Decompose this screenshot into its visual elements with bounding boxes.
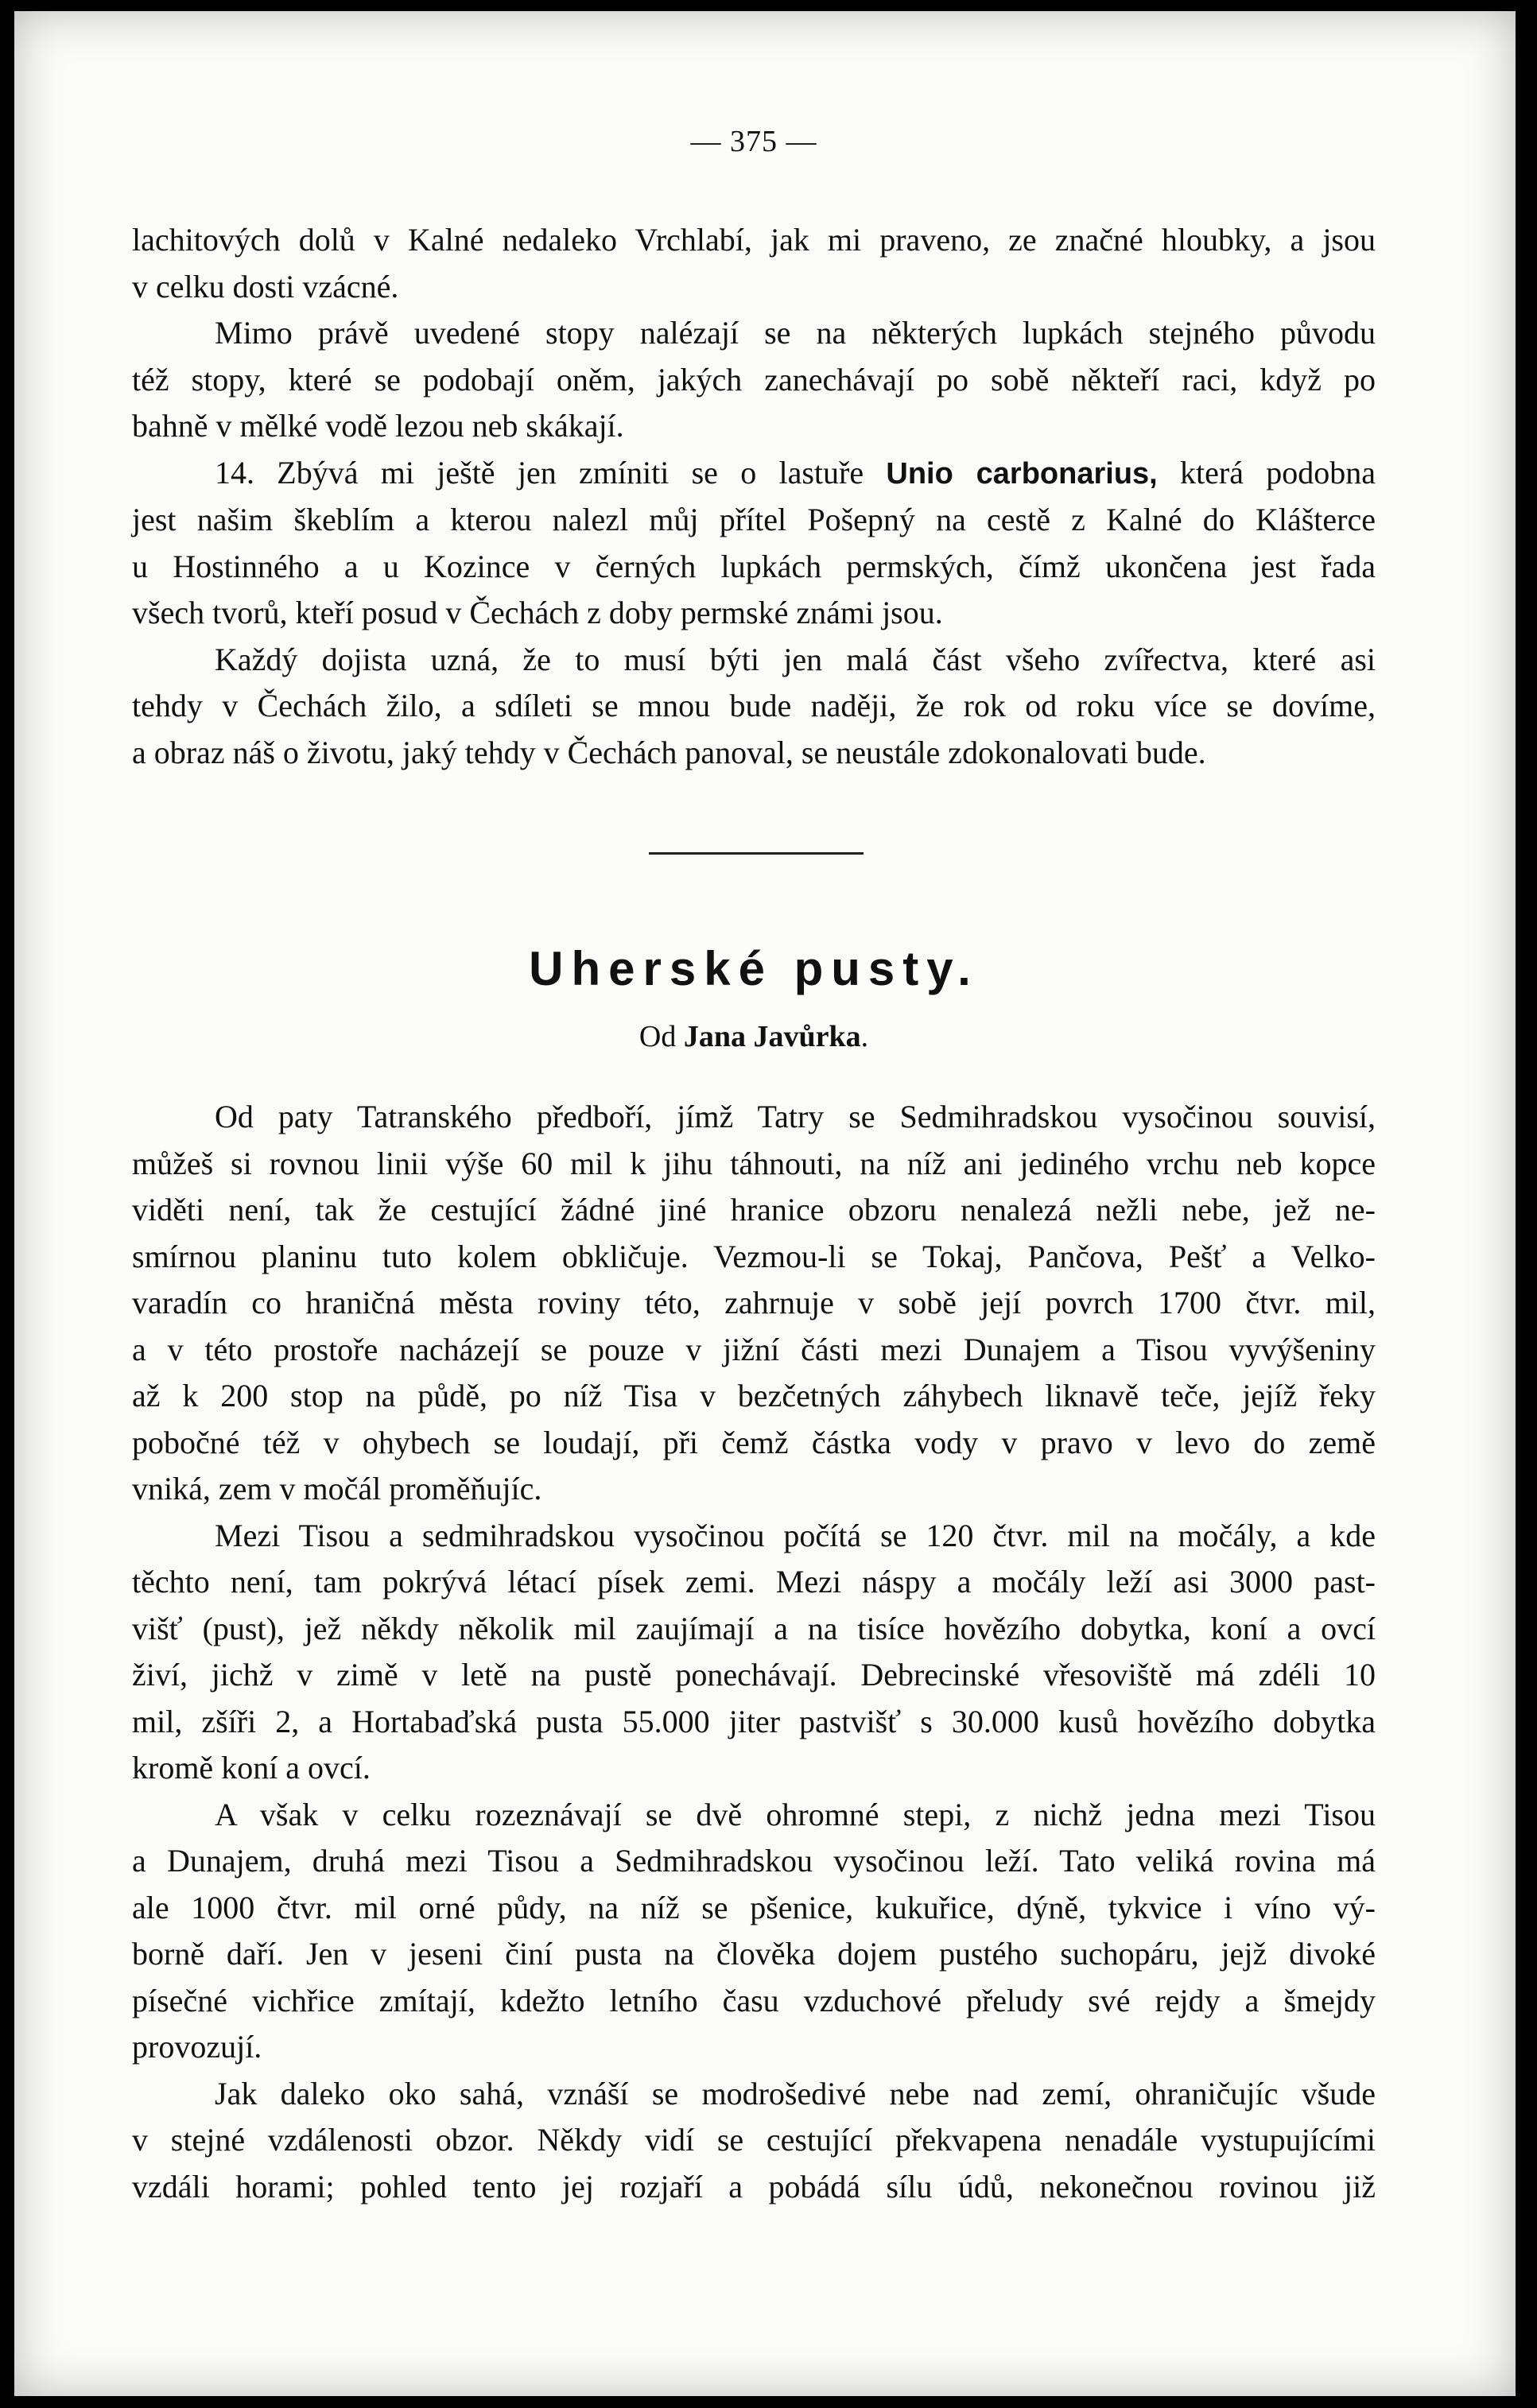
- text-line: vniká, zem v močál proměňujíc.: [132, 1471, 542, 1506]
- text-line: kromě koní a ovcí.: [132, 1750, 371, 1786]
- text-line: višť (pust), jež někdy několik mil zaujímají a na tisíce hovězího dobytka, koní a ovcí: [132, 1610, 1376, 1646]
- article-paragraph-2: [132, 1513, 1376, 1792]
- text-line: smírnou planinu tuto kolem obkličuje. Vezmou-li se Tokaj, Pančova, Pešť a Velko-: [132, 1238, 1376, 1274]
- text-line: všech tvorů, kteří posud v Čechách z doby permské známi jsou.: [132, 595, 943, 630]
- text-line: též stopy, které se podobají oněm, jakých zanechávají po sobě někteří raci, když po: [132, 361, 1376, 397]
- text-line: tehdy v Čechách žilo, a sdíleti se mnou bude naději, že rok od roku více se dovíme,: [132, 688, 1376, 723]
- text-line: ale 1000 čtvr. mil orné půdy, na níž se pšenice, kukuřice, dýně, tykvice i víno vý-: [132, 1889, 1376, 1925]
- author-prefix: Od: [638, 1020, 684, 1053]
- article-paragraph-3: [132, 1792, 1376, 2071]
- text-line: můžeš si rovnou linii výše 60 mil k jihu táhnouti, na níž ani jediného vrchu neb kopce: [132, 1145, 1376, 1181]
- text-line: živí, jichž v zimě v letě na pustě ponechávají. Debrecinské vřesoviště má zdéli 10: [132, 1657, 1376, 1693]
- text-line: lachitových dolů v Kalné nedaleko Vrchlabí, jak mi praveno, ze značné hloubky, a jsou: [132, 222, 1376, 258]
- text-line: u Hostinného a u Kozince v černých lupkách permských, čímž ukončena jest řada: [132, 548, 1376, 584]
- text-line: viděti není, tak že cestující žádné jiné hranice obzoru nenalezá nežli nebe, jež ne-: [132, 1192, 1376, 1227]
- species-name: Unio carbonarius,: [886, 456, 1158, 491]
- text-line: Mimo právě uvedené stopy nalézají se na některých lupkách stejného původu: [215, 315, 1376, 351]
- text-line: těchto není, tam pokrývá létací písek zemi. Mezi náspy a močály leží asi 3000 past-: [132, 1564, 1376, 1600]
- previous-article-ending: [132, 217, 1376, 776]
- text-line: a Dunajem, druhá mezi Tisou a Sedmihradskou vysočinou leží. Tato veliká rovina má: [132, 1843, 1376, 1879]
- article-paragraph-1: [132, 1094, 1376, 1513]
- text-fragment: která podobna: [1157, 454, 1376, 491]
- text-line: Mezi Tisou a sedmihradskou vysočinou počítá se 120 čtvr. mil na močály, a kde: [215, 1517, 1376, 1553]
- article-author: [132, 1019, 1376, 1054]
- text-line: v celku dosti vzácné.: [132, 268, 399, 304]
- text-line: provozují.: [132, 2029, 262, 2065]
- text-line: varadín co hraničná města roviny této, zahrnuje v sobě její povrch 1700 čtvr. mil,: [132, 1285, 1376, 1320]
- author-name: Jana Javůrka: [683, 1020, 861, 1053]
- author-suffix: .: [860, 1020, 869, 1053]
- text-line: Každý dojista uzná, že to musí býti jen malá část všeho zvířectva, které asi: [215, 641, 1376, 677]
- scanned-page: [14, 11, 1516, 2396]
- text-fragment: 14. Zbývá mi ještě jen zmíniti se o lastuře: [215, 454, 887, 491]
- intro-paragraph-2: [132, 310, 1376, 450]
- intro-paragraph-1: [132, 217, 1376, 310]
- text-line: pobočné též v ohybech se loudají, při čemž částka vody v pravo v levo do země: [132, 1424, 1376, 1460]
- intro-paragraph-3: [132, 450, 1376, 637]
- section-divider: [649, 852, 864, 855]
- text-line: vzdáli horami; pohled tento jej rozjaří a pobádá sílu údů, nekonečnou rovinou již: [132, 2168, 1376, 2204]
- page-number: — 375 —: [690, 125, 817, 158]
- text-line: až k 200 stop na půdě, po níž Tisa v bezčetných záhybech liknavě teče, jejíž řeky: [132, 1378, 1376, 1413]
- text-line: mil, zšíři 2, a Hortabaďská pusta 55.000 jiter pastvišť s 30.000 kusů hovězího dobytka: [132, 1703, 1376, 1739]
- text-line: písečné vichřice zmítají, kdežto letního času vzduchové přeludy své rejdy a šmejdy: [132, 1982, 1376, 2018]
- text-line: jest našim škeblím a kterou nalezl můj přítel Pošepný na cestě z Kalné do Klášterce: [132, 502, 1376, 537]
- intro-paragraph-4: [132, 637, 1376, 777]
- text-line: a obraz náš o životu, jaký tehdy v Čechách panoval, se neustále zdokonalovati bude.: [132, 734, 1206, 770]
- text-line: a v této prostoře nacházejí se pouze v jižní části mezi Dunajem a Tisou vyvýšeniny: [132, 1331, 1376, 1367]
- text-line: bahně v mělké vodě lezou neb skákají.: [132, 408, 624, 444]
- text-line: Jak daleko oko sahá, vznáší se modrošedivé nebe nad zemí, ohraničujíc všude: [215, 2075, 1376, 2111]
- text-line: borně daří. Jen v jeseni činí pusta na člověka dojem pustého suchopáru, jejž divoké: [132, 1936, 1376, 1972]
- article-body: [132, 1094, 1376, 2210]
- article-paragraph-4: [132, 2071, 1376, 2211]
- text-line: Od paty Tatranského předboří, jímž Tatry se Sedmihradskou vysočinou souvisí,: [215, 1099, 1376, 1134]
- text-line: A však v celku rozeznávají se dvě ohromné stepi, z nichž jedna mezi Tisou: [215, 1796, 1376, 1832]
- text-line: [132, 450, 1376, 498]
- article-title: Uherské pusty.: [529, 942, 979, 995]
- text-line: v stejné vzdálenosti obzor. Někdy vidí se cestující překvapena nenadále vystupujícími: [132, 2122, 1376, 2158]
